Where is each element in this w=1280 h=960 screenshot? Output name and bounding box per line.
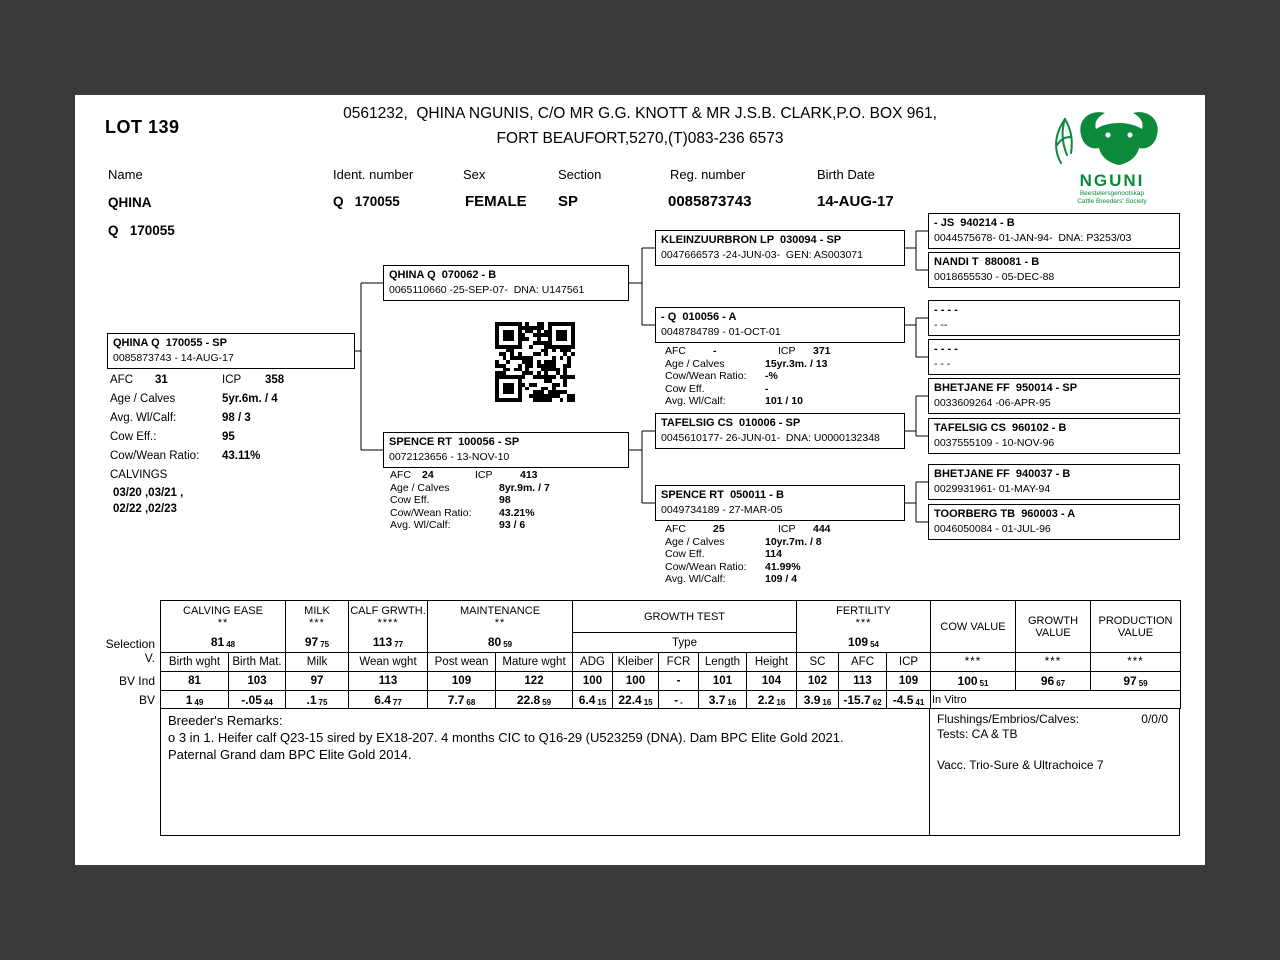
reg-label: Reg. number <box>670 167 746 182</box>
nguni-logo <box>1043 107 1181 205</box>
stat-age-calves: Age / Calves 15yr.3m. / 13 <box>665 357 828 370</box>
cow-value-stars: *** <box>931 653 1016 672</box>
animal-reg-line: - - - <box>934 358 951 370</box>
type-label: Type <box>573 633 797 653</box>
stat-avg-wlcalf: Avg. Wl/Calf: 93 / 6 <box>390 519 526 531</box>
col-header: Post wean <box>428 653 496 672</box>
bvind-cell: 113 <box>349 672 428 691</box>
animal-title: - - - - <box>934 343 958 355</box>
animal-reg-line: 0049734189 - 27-MAR-05 <box>661 504 783 516</box>
stat-afc-icp: AFC - ICP 371 <box>665 345 831 357</box>
animal-title: QHINA Q 070062 - B <box>389 269 497 281</box>
ident-label: Ident. number <box>333 167 414 182</box>
bvind-cell: - <box>659 672 699 691</box>
bv-cell: -.05 44 <box>229 691 286 709</box>
group-growth-value: GROWTH VALUE <box>1016 601 1091 653</box>
lot-number: LOT 139 <box>105 117 180 137</box>
birthdate-value: 14-AUG-17 <box>817 193 894 210</box>
logo-title: NGUNI <box>1079 171 1145 190</box>
animal-name: QHINA <box>108 195 152 210</box>
pedigree-gg8 <box>928 504 1180 540</box>
vaccination-line: Vacc. Trio-Sure & Ultrachoice 7 <box>937 758 1104 772</box>
animal-reg-line: - -- <box>934 319 948 331</box>
stat-cow-wean: Cow/Wean Ratio: 43.21% <box>390 506 535 519</box>
bvind-cell: 102 <box>797 672 839 691</box>
bv-ind-label: BV Ind <box>118 674 155 688</box>
health-info-box <box>930 708 1180 836</box>
animal-reg-line: 0046050084 - 01-JUL-96 <box>934 523 1051 535</box>
bv-cell: -4.5 41 <box>887 691 931 709</box>
animal-reg-line: 0044575678- 01-JAN-94- DNA: P3253/03 <box>934 232 1132 244</box>
breeding-values-table <box>160 600 1181 709</box>
dam-dam-stats <box>665 523 831 586</box>
flushings-label: Flushings/Embrios/Calves: <box>937 712 1080 726</box>
animal-title: KLEINZUURBRON LP 030094 - SP <box>661 234 842 246</box>
pedigree-sire <box>383 265 629 301</box>
animal-title: SPENCE RT 100056 - SP <box>389 436 520 448</box>
stat-afc-icp: AFC 31 ICP 358 <box>110 374 285 386</box>
flushings-row <box>937 712 1172 727</box>
growth-value-stars: *** <box>1016 653 1091 672</box>
stat-avg-wlcalf: Avg. Wl/Calf: 109 / 4 <box>665 573 798 585</box>
pedigree-dam-dam <box>655 485 905 521</box>
pedigree-sire-sire <box>655 230 905 266</box>
bvind-cell: 104 <box>747 672 797 691</box>
cattle-head-icon <box>1047 107 1177 167</box>
col-header: Kleiber <box>613 653 659 672</box>
stat-age-calves: Age / Calves 8yr.9m. / 7 <box>390 481 550 494</box>
section-value: SP <box>558 193 579 210</box>
bvind-cell: 100 <box>613 672 659 691</box>
animal-id: Q 170055 <box>108 223 175 238</box>
bvind-cell: 81 <box>161 672 229 691</box>
pedigree-dam-sire <box>655 413 905 449</box>
flushings-value: 0/0/0 <box>1141 712 1168 726</box>
cow-value-index: 100 51 <box>931 672 1016 691</box>
name-label: Name <box>108 167 143 182</box>
animal-reg-line: 0048784789 - 01-OCT-01 <box>661 326 781 338</box>
stat-cow-eff: Cow Eff. 98 <box>390 494 511 506</box>
remarks-title: Breeder's Remarks: <box>168 713 283 728</box>
animal-title: - - - - <box>934 304 958 316</box>
dam-stats <box>390 469 550 532</box>
col-header: Length <box>699 653 747 672</box>
bvind-cell: 101 <box>699 672 747 691</box>
bvind-cell: 122 <box>496 672 573 691</box>
bv-cell: 22.8 59 <box>496 691 573 709</box>
animal-title: QHINA Q 170055 - SP <box>113 337 227 349</box>
selection-maintenance: 80 59 <box>428 633 573 653</box>
bv-cell: 3.9 16 <box>797 691 839 709</box>
animal-title: NANDI T 880081 - B <box>934 256 1040 268</box>
bvind-cell: 109 <box>887 672 931 691</box>
group-maintenance: MAINTENANCE ** <box>428 601 573 633</box>
bvind-cell: 100 <box>573 672 613 691</box>
bvind-cell: 97 <box>286 672 349 691</box>
calvings-dates-1: 03/20 ,03/21 , <box>113 487 184 499</box>
pedigree-subject <box>107 333 355 369</box>
calvings-heading: CALVINGS <box>110 469 168 481</box>
animal-reg-line: 0072123656 - 13-NOV-10 <box>389 451 510 463</box>
group-calf-grwth: CALF GRWTH. **** <box>349 601 428 633</box>
stat-cow-wean: Cow/Wean Ratio: 41.99% <box>665 560 801 573</box>
bv-cell: -15.7 62 <box>839 691 887 709</box>
animal-reg-line: 0029931961- 01-MAY-94 <box>934 483 1051 495</box>
col-header: Birth wght <box>161 653 229 672</box>
animal-title: TOORBERG TB 960003 - A <box>934 508 1076 520</box>
group-milk: MILK *** <box>286 601 349 633</box>
stat-cow-wean: Cow/Wean Ratio: 43.11% <box>110 450 261 462</box>
selection-fertility: 109 54 <box>797 633 931 653</box>
pedigree-gg7 <box>928 464 1180 500</box>
group-cow-value: COW VALUE <box>931 601 1016 653</box>
col-header: Mature wght <box>496 653 573 672</box>
logo-subtitle-2: Cattle Breeders' Society <box>1077 197 1147 205</box>
animal-title: - Q 010056 - A <box>661 311 737 323</box>
ident-number: Q 170055 <box>333 194 400 209</box>
bv-label: BV <box>138 693 155 707</box>
breeder-address-line1: 0561232, QHINA NGUNIS, C/O MR G.G. KNOTT & MR J.S.B. CLARK,P.O. BOX 961, <box>343 105 937 122</box>
pedigree-gg1 <box>928 213 1180 249</box>
animal-title: SPENCE RT 050011 - B <box>661 489 784 501</box>
animal-title: TAFELSIG CS 960102 - B <box>934 422 1067 434</box>
breeders-remarks-box <box>160 708 930 836</box>
stat-afc-icp: AFC 25 ICP 444 <box>665 523 831 535</box>
stat-age-calves: Age / Calves 5yr.6m. / 4 <box>110 393 278 405</box>
stat-cow-wean: Cow/Wean Ratio: -% <box>665 370 778 382</box>
bv-cell: 3.7 16 <box>699 691 747 709</box>
col-header: Birth Mat. <box>229 653 286 672</box>
selection-calving: 81 48 <box>161 633 286 653</box>
pedigree-gg6 <box>928 418 1180 454</box>
animal-title: BHETJANE FF 950014 - SP <box>934 382 1078 394</box>
animal-title: BHETJANE FF 940037 - B <box>934 468 1071 480</box>
stat-cow-eff: Cow Eff. - <box>665 382 769 395</box>
production-value-index: 97 59 <box>1091 672 1181 691</box>
bvind-cell: 103 <box>229 672 286 691</box>
tests-line: Tests: CA & TB <box>937 727 1018 741</box>
col-header: FCR <box>659 653 699 672</box>
animal-reg-line: 0045610177- 26-JUN-01- DNA: U0000132348 <box>661 432 880 444</box>
section-label: Section <box>558 167 602 182</box>
bv-cell: 7.7 68 <box>428 691 496 709</box>
bv-cell: - - <box>659 691 699 709</box>
group-calving-ease: CALVING EASE ** <box>161 601 286 633</box>
birthdate-label: Birth Date <box>817 167 875 182</box>
selection-milk: 97 75 <box>286 633 349 653</box>
calvings-dates-2: 02/22 ,02/23 <box>113 503 177 515</box>
animal-title: TAFELSIG CS 010006 - SP <box>661 417 801 429</box>
sex-label: Sex <box>463 167 486 182</box>
animal-reg-line: 0018655530 - 05-DEC-88 <box>934 271 1055 283</box>
breeder-address-line2: FORT BEAUFORT,5270,(T)083-236 6573 <box>496 130 784 147</box>
production-value-stars: *** <box>1091 653 1181 672</box>
sex-value: FEMALE <box>465 193 527 210</box>
bv-cell: 22.4 15 <box>613 691 659 709</box>
pedigree-dam <box>383 432 629 468</box>
col-header: ADG <box>573 653 613 672</box>
stat-afc-icp: AFC 24 ICP 413 <box>390 469 538 481</box>
animal-title: - JS 940214 - B <box>934 217 1015 229</box>
animal-reg-line: 0033609264 -06-APR-95 <box>934 397 1051 409</box>
bv-cell: 6.4 77 <box>349 691 428 709</box>
bvind-cell: 113 <box>839 672 887 691</box>
animal-reg-line: 0065110660 -25-SEP-07- DNA: U147561 <box>389 284 585 296</box>
catalog-page <box>75 95 1205 865</box>
remarks-line1: o 3 in 1. Heifer calf Q23-15 sired by EX18-207. 4 months CIC to Q16-29 (U523259 (DNA). Dam BPC Elite Gold 2021. <box>168 730 844 745</box>
reg-number: 0085873743 <box>668 193 752 210</box>
col-header: Milk <box>286 653 349 672</box>
bv-cell: 1 49 <box>161 691 229 709</box>
in-vitro-note: In Vitro <box>931 691 1181 709</box>
group-growth-test: GROWTH TEST <box>573 601 797 633</box>
logo-subtitle-1: Beestelersgenootskap <box>1079 190 1145 197</box>
pedigree-gg3 <box>928 300 1180 336</box>
remarks-line2: Paternal Grand dam BPC Elite Gold 2014. <box>168 747 412 762</box>
selection-v-label: Selection V. <box>105 637 155 665</box>
col-header: Height <box>747 653 797 672</box>
selection-calf: 113 77 <box>349 633 428 653</box>
subject-stats <box>110 371 284 517</box>
sire-dam-stats <box>665 345 831 408</box>
stat-avg-wlcalf: Avg. Wl/Calf: 101 / 10 <box>665 395 803 407</box>
pedigree-gg5 <box>928 378 1180 414</box>
growth-value-index: 96 67 <box>1016 672 1091 691</box>
col-header: Wean wght <box>349 653 428 672</box>
animal-reg-line: 0047666573 -24-JUN-03- GEN: AS003071 <box>661 249 863 261</box>
stat-age-calves: Age / Calves 10yr.7m. / 8 <box>665 535 822 548</box>
stat-avg-wlcalf: Avg. Wl/Calf: 98 / 3 <box>110 412 251 424</box>
animal-reg-line: 0085873743 - 14-AUG-17 <box>113 352 234 364</box>
qr-code <box>495 322 575 402</box>
bv-cell: 6.4 15 <box>573 691 613 709</box>
group-fertility: FERTILITY *** <box>797 601 931 633</box>
pedigree-gg2 <box>928 252 1180 288</box>
col-header: AFC <box>839 653 887 672</box>
stat-cow-eff: Cow Eff.: 95 <box>110 431 235 443</box>
bv-cell: 2.2 16 <box>747 691 797 709</box>
stat-cow-eff: Cow Eff. 114 <box>665 548 782 560</box>
bvind-cell: 109 <box>428 672 496 691</box>
group-production-value: PRODUCTION VALUE <box>1091 601 1181 653</box>
animal-reg-line: 0037555109 - 10-NOV-96 <box>934 437 1055 449</box>
col-header: ICP <box>887 653 931 672</box>
pedigree-sire-dam <box>655 307 905 343</box>
pedigree-gg4 <box>928 339 1180 375</box>
col-header: SC <box>797 653 839 672</box>
bv-cell: .1 75 <box>286 691 349 709</box>
